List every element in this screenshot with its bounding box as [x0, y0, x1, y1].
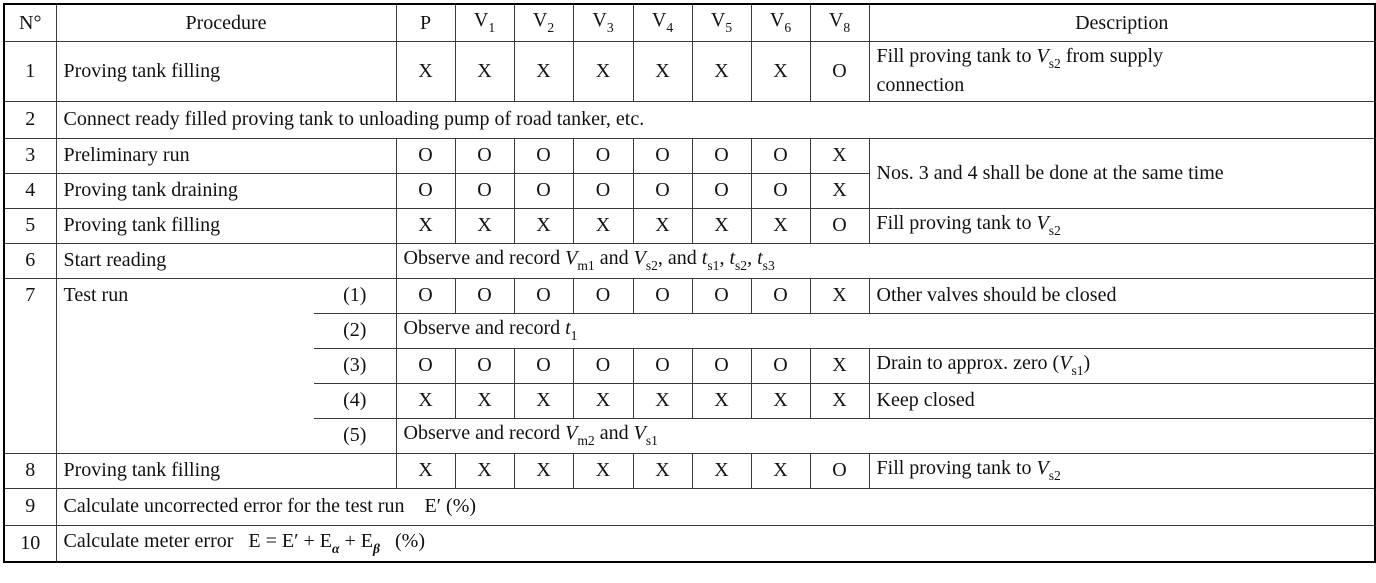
spanned-text-cell: Observe and record $V_{m2}$ and $V_{s1}$ [396, 418, 1375, 453]
mark-cell: X [810, 278, 869, 313]
mark-cell: X [810, 383, 869, 418]
mark-cell: O [751, 173, 810, 208]
table-row [4, 41, 1375, 101]
table-row [4, 488, 1375, 525]
mark-cell: X [573, 383, 633, 418]
table-row [4, 278, 1375, 313]
mark-cell: X [633, 208, 692, 243]
table-row [4, 101, 1375, 138]
mark-cell: X [514, 383, 573, 418]
header-row [4, 4, 1375, 41]
mark-cell: O [810, 208, 869, 243]
mark-cell: O [810, 41, 869, 101]
mark-cell: X [573, 453, 633, 488]
mark-cell: O [692, 348, 751, 383]
mark-cell: O [751, 138, 810, 173]
mark-cell: X [633, 383, 692, 418]
mark-cell: O [692, 138, 751, 173]
mark-cell: O [514, 138, 573, 173]
mark-cell: X [514, 453, 573, 488]
row-number: 4 [4, 173, 56, 208]
mark-cell: O [455, 278, 514, 313]
mark-cell: X [633, 453, 692, 488]
procedure-cell: Proving tank filling [56, 208, 396, 243]
col-header-description: Description [869, 4, 1375, 41]
row-number: 2 [4, 101, 56, 138]
mark-cell: X [573, 208, 633, 243]
description-cell: Fill proving tank to $V_{s2}$ [869, 453, 1375, 488]
mark-cell: O [396, 278, 455, 313]
mark-cell: X [751, 453, 810, 488]
table-row [4, 453, 1375, 488]
col-header-v6: $V_6$ [751, 4, 810, 41]
mark-cell: O [396, 348, 455, 383]
mark-cell: O [633, 278, 692, 313]
mark-cell: O [573, 278, 633, 313]
col-header-v2: $V_2$ [514, 4, 573, 41]
substep-label: (1) [314, 278, 396, 313]
spanned-text-cell: Observe and record $t_1$ [396, 313, 1375, 348]
mark-cell: O [692, 173, 751, 208]
mark-cell: O [455, 348, 514, 383]
mark-cell: O [751, 348, 810, 383]
description-cell: Fill proving tank to $V_{s2}$ from supply connection [869, 41, 1375, 101]
row-number: 9 [4, 488, 56, 525]
table-row [4, 525, 1375, 562]
mark-cell: X [751, 208, 810, 243]
mark-cell: X [633, 41, 692, 101]
mark-cell: O [455, 173, 514, 208]
procedure-cell: Preliminary run [56, 138, 396, 173]
mark-cell: X [810, 348, 869, 383]
table-row [4, 243, 1375, 278]
mark-cell: O [810, 453, 869, 488]
document-page [0, 3, 1376, 583]
col-header-v5: $V_5$ [692, 4, 751, 41]
mark-cell: O [573, 348, 633, 383]
table-row [4, 138, 1375, 173]
col-header-v1: $V_1$ [455, 4, 514, 41]
mark-cell: O [514, 173, 573, 208]
mark-cell: O [396, 138, 455, 173]
procedure-cell: Test run [56, 278, 314, 453]
mark-cell: O [455, 138, 514, 173]
substep-label: (5) [314, 418, 396, 453]
row-number: 1 [4, 41, 56, 101]
spanned-text-cell: Observe and record $V_{m1}$ and $V_{s2}$, and $t_{s1}$, $t_{s2}$, $t_{s3}$ [396, 243, 1375, 278]
mark-cell: X [514, 208, 573, 243]
mark-cell: X [396, 208, 455, 243]
mark-cell: X [455, 41, 514, 101]
mark-cell: X [455, 208, 514, 243]
description-cell: Keep closed [869, 383, 1375, 418]
mark-cell: X [514, 41, 573, 101]
col-header-v4: $V_4$ [633, 4, 692, 41]
substep-label: (2) [314, 313, 396, 348]
row-number: 7 [4, 278, 56, 453]
col-header-p: P [396, 4, 455, 41]
table-row [4, 208, 1375, 243]
procedure-cell: Start reading [56, 243, 396, 278]
mark-cell: X [751, 41, 810, 101]
mark-cell: O [633, 173, 692, 208]
mark-cell: X [396, 383, 455, 418]
description-cell: Other valves should be closed [869, 278, 1375, 313]
row-number: 3 [4, 138, 56, 173]
spanned-text-cell: Calculate uncorrected error for the test run E′ (%) [56, 488, 1375, 525]
mark-cell: X [692, 383, 751, 418]
mark-cell: X [396, 453, 455, 488]
substep-label: (3) [314, 348, 396, 383]
mark-cell: O [573, 138, 633, 173]
spanned-text-cell: Calculate meter error $E = E' + E_\alpha + E_\beta$ (%) [56, 525, 1375, 562]
description-cell: Nos. 3 and 4 shall be done at the same time [869, 138, 1375, 208]
procedure-cell: Proving tank filling [56, 41, 396, 101]
mark-cell: O [573, 173, 633, 208]
spanned-text-cell: Connect ready filled proving tank to unloading pump of road tanker, etc. [56, 101, 1375, 138]
mark-cell: X [810, 173, 869, 208]
procedure-cell: Proving tank draining [56, 173, 396, 208]
mark-cell: O [692, 278, 751, 313]
description-cell: Fill proving tank to $V_{s2}$ [869, 208, 1375, 243]
col-header-no: N° [4, 4, 56, 41]
mark-cell: X [810, 138, 869, 173]
description-cell: Drain to approx. zero $(V_{s1})$ [869, 348, 1375, 383]
mark-cell: O [751, 278, 810, 313]
row-number: 6 [4, 243, 56, 278]
row-number: 10 [4, 525, 56, 562]
mark-cell: O [514, 278, 573, 313]
mark-cell: X [573, 41, 633, 101]
procedure-table [3, 3, 1376, 563]
mark-cell: O [514, 348, 573, 383]
mark-cell: X [396, 41, 455, 101]
mark-cell: X [692, 453, 751, 488]
row-number: 5 [4, 208, 56, 243]
mark-cell: X [692, 41, 751, 101]
mark-cell: X [455, 383, 514, 418]
mark-cell: X [692, 208, 751, 243]
mark-cell: X [455, 453, 514, 488]
mark-cell: O [396, 173, 455, 208]
mark-cell: O [633, 348, 692, 383]
mark-cell: O [633, 138, 692, 173]
substep-label: (4) [314, 383, 396, 418]
procedure-cell: Proving tank filling [56, 453, 396, 488]
row-number: 8 [4, 453, 56, 488]
col-header-v3: $V_3$ [573, 4, 633, 41]
mark-cell: X [751, 383, 810, 418]
col-header-v8: $V_8$ [810, 4, 869, 41]
col-header-procedure: Procedure [56, 4, 396, 41]
